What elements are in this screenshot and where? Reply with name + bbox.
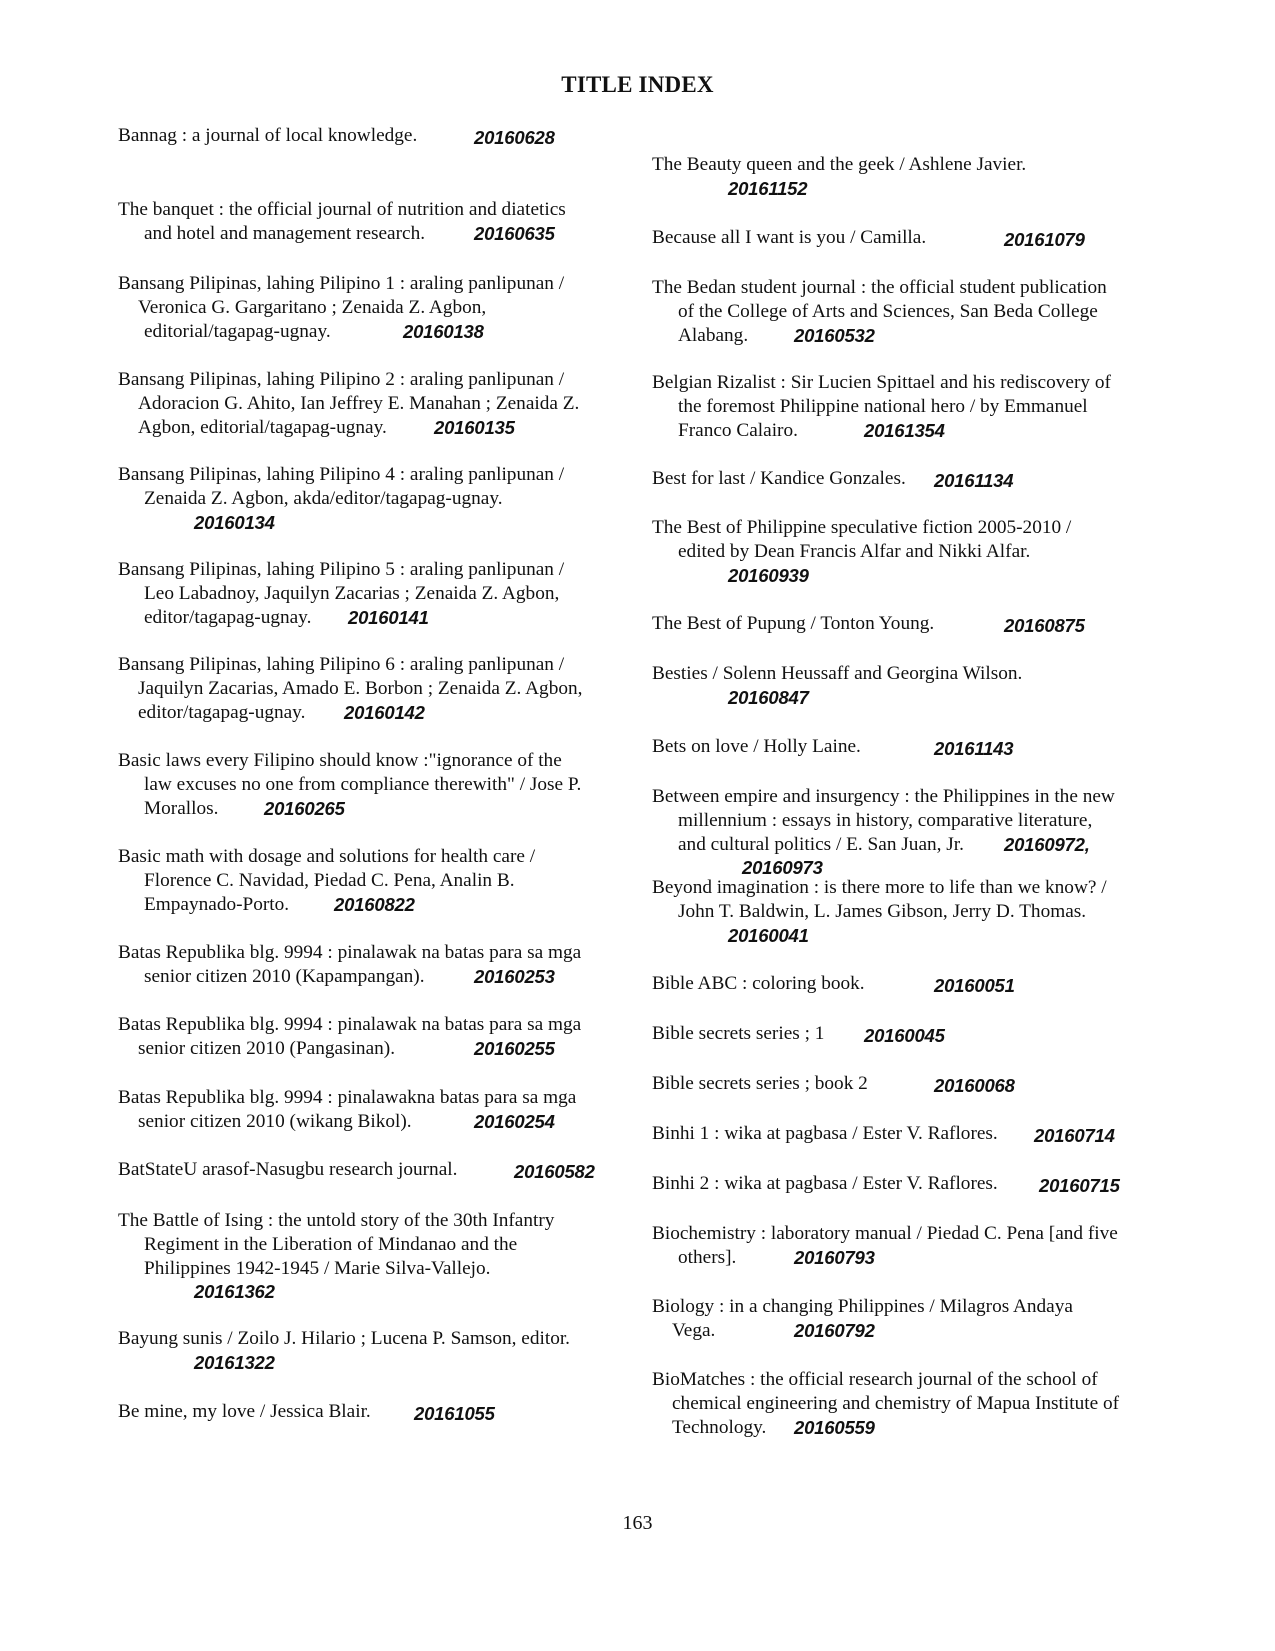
entry-title-line: chemical engineering and chemistry of Mapua Institute of bbox=[672, 1392, 1120, 1414]
entry-title-line: senior citizen 2010 (wikang Bikol). 20160254 bbox=[138, 1110, 555, 1132]
entry-title-line: Philippines 1942-1945 / Marie Silva-Vallejo. bbox=[144, 1257, 491, 1279]
entry-number: 20160135 bbox=[434, 416, 515, 438]
entry-title-line: Binhi 2 : wika at pagbasa / Ester V. Raflores. bbox=[652, 1173, 998, 1194]
index-entry bbox=[652, 153, 1172, 201]
entry-number: 20160792 bbox=[794, 1319, 875, 1341]
entry-title-line: Because all I want is you / Camilla. bbox=[652, 227, 927, 248]
entry-title-line: Biology : in a changing Philippines / Milagros Andaya bbox=[652, 1296, 1073, 1317]
entry-title-line: millennium : essays in history, comparative literature, bbox=[678, 809, 1093, 831]
entry-number: 20160142 bbox=[344, 701, 425, 723]
entry-number: 20160041 bbox=[728, 924, 809, 946]
index-entry bbox=[652, 1368, 1172, 1439]
index-entry bbox=[118, 941, 626, 989]
entry-title-line: Regiment in the Liberation of Mindanao and the bbox=[144, 1233, 518, 1255]
entry-number: 20161143 bbox=[934, 738, 1014, 759]
index-entry bbox=[652, 662, 1172, 710]
entry-title-line: Bible ABC : coloring book. bbox=[652, 973, 865, 994]
entry-number: 20160254 bbox=[474, 1110, 555, 1132]
entry-title-line: John T. Baldwin, L. James Gibson, Jerry D. Thomas. bbox=[678, 900, 1087, 922]
entry-title-line: Basic laws every Filipino should know :"ignorance of the bbox=[118, 750, 562, 771]
index-entry bbox=[652, 735, 1172, 759]
index-entry bbox=[118, 1086, 626, 1134]
index-entry bbox=[118, 1400, 626, 1424]
index-entry bbox=[652, 785, 1172, 880]
index-entry bbox=[652, 1122, 1172, 1146]
entry-number: 20160635 bbox=[474, 222, 555, 244]
entry-number: 20160714 bbox=[1034, 1125, 1115, 1146]
entry-title-line: Belgian Rizalist : Sir Lucien Spittael and his rediscovery of bbox=[652, 372, 1111, 393]
index-entry bbox=[118, 1013, 626, 1061]
entry-title-line: law excuses no one from compliance therewith" / Jose P. bbox=[144, 773, 582, 795]
entry-title-line: Basic math with dosage and solutions for health care / bbox=[118, 846, 536, 867]
entry-title-line: Bible secrets series ; book 2 bbox=[652, 1073, 868, 1094]
entry-title-line: Bansang Pilipinas, lahing Pilipino 5 : araling panlipunan / bbox=[118, 559, 565, 580]
entry-title-line: of the College of Arts and Sciences, San Beda College bbox=[678, 300, 1098, 322]
entry-title-line: Florence C. Navidad, Piedad C. Pena, Analin B. bbox=[144, 869, 515, 891]
index-entry bbox=[652, 1022, 1172, 1046]
entry-title-line: Bansang Pilipinas, lahing Pilipino 6 : araling panlipunan / bbox=[118, 654, 565, 675]
entry-title-line: Beyond imagination : is there more to life than we know? / bbox=[652, 877, 1107, 898]
entry-title-line: editor/tagapag-ugnay. 20160141 bbox=[144, 606, 429, 628]
entry-title-line: Bansang Pilipinas, lahing Pilipino 4 : araling panlipunan / bbox=[118, 464, 565, 485]
index-entry bbox=[652, 226, 1172, 250]
index-entry bbox=[652, 1295, 1172, 1343]
entry-title-line: Best for last / Kandice Gonzales. bbox=[652, 468, 906, 489]
index-entry bbox=[118, 653, 626, 724]
entry-number: 20160051 bbox=[934, 975, 1015, 996]
entry-number: 20161362 bbox=[194, 1281, 275, 1303]
index-entry bbox=[118, 198, 626, 246]
entry-number: 20160255 bbox=[474, 1037, 555, 1059]
entry-title-line: Jaquilyn Zacarias, Amado E. Borbon ; Zenaida Z. Agbon, bbox=[138, 677, 583, 699]
entry-title-line: Binhi 1 : wika at pagbasa / Ester V. Raflores. bbox=[652, 1123, 998, 1144]
index-entry bbox=[652, 371, 1172, 442]
entry-title-line: Between empire and insurgency : the Philippines in the new bbox=[652, 786, 1115, 807]
entry-title-line: and hotel and management research. 20160635 bbox=[144, 222, 555, 244]
entry-title-line: edited by Dean Francis Alfar and Nikki Alfar. bbox=[678, 540, 1031, 562]
index-entry bbox=[652, 276, 1172, 347]
entry-title-line: Bansang Pilipinas, lahing Pilipino 1 : araling panlipunan / bbox=[118, 273, 565, 294]
entry-title-line: Bannag : a journal of local knowledge. bbox=[118, 125, 418, 146]
index-entry bbox=[118, 558, 626, 629]
entry-title-line: Empaynado-Porto. 20160822 bbox=[144, 893, 415, 915]
entry-title-line: The Bedan student journal : the official student publication bbox=[652, 277, 1107, 298]
entry-title-line: The Beauty queen and the geek / Ashlene Javier. bbox=[652, 154, 1027, 175]
page-number: 163 bbox=[622, 1512, 653, 1534]
entry-number: 20161354 bbox=[864, 419, 945, 441]
entry-title-line: Adoracion G. Ahito, Ian Jeffrey E. Manahan ; Zenaida Z. bbox=[138, 392, 580, 414]
entry-number: 20160822 bbox=[334, 893, 415, 915]
entry-title-line: Agbon, editorial/tagapag-ugnay. 20160135 bbox=[138, 416, 515, 438]
entry-number: 20160582 bbox=[514, 1161, 595, 1182]
entry-title-line: BioMatches : the official research journal of the school of bbox=[652, 1369, 1098, 1390]
entry-title-line: The banquet : the official journal of nutrition and diatetics bbox=[118, 199, 566, 220]
entry-number: 20160253 bbox=[474, 965, 555, 987]
index-entry bbox=[652, 1072, 1172, 1096]
entry-number: 20160045 bbox=[864, 1025, 945, 1046]
entry-title-line: senior citizen 2010 (Pangasinan). 20160255 bbox=[138, 1037, 555, 1059]
index-entry bbox=[652, 516, 1172, 587]
entry-number: 20160265 bbox=[264, 797, 345, 819]
entry-number: 20160068 bbox=[934, 1075, 1015, 1096]
index-entry bbox=[118, 272, 626, 343]
entry-title-line: The Best of Pupung / Tonton Young. bbox=[652, 613, 935, 634]
entry-title-line: and cultural politics / E. San Juan, Jr. 20160972, bbox=[678, 833, 1090, 855]
entry-number: 20160715 bbox=[1039, 1175, 1120, 1196]
entry-title-line: Bayung sunis / Zoilo J. Hilario ; Lucena P. Samson, editor. bbox=[118, 1328, 571, 1349]
index-entry bbox=[652, 1222, 1172, 1270]
entry-title-line: Batas Republika blg. 9994 : pinalawakna batas para sa mga bbox=[118, 1087, 577, 1108]
entry-number: 20160141 bbox=[348, 606, 429, 628]
entry-number: 20161079 bbox=[1004, 229, 1085, 250]
index-entry bbox=[652, 612, 1172, 636]
entry-number: 20160134 bbox=[194, 511, 275, 533]
index-entry bbox=[118, 845, 626, 916]
entry-title-line: Be mine, my love / Jessica Blair. bbox=[118, 1401, 371, 1422]
entry-title-line: Bible secrets series ; 1 bbox=[652, 1023, 825, 1044]
index-entry bbox=[118, 463, 626, 534]
entry-title-line: editorial/tagapag-ugnay. 20160138 bbox=[144, 320, 484, 342]
page-title: TITLE INDEX bbox=[561, 72, 714, 97]
index-entry bbox=[118, 368, 626, 439]
entry-title-line: the foremost Philippine national hero / by Emmanuel bbox=[678, 395, 1088, 417]
entry-title-line: Biochemistry : laboratory manual / Piedad C. Pena [and five bbox=[652, 1223, 1118, 1244]
entry-title-line: Bansang Pilipinas, lahing Pilipino 2 : araling panlipunan / bbox=[118, 369, 565, 390]
entry-title-line: Vega. 20160792 bbox=[672, 1319, 875, 1341]
index-entry bbox=[118, 1209, 626, 1304]
index-entry bbox=[652, 972, 1172, 996]
entry-number: 20161152 bbox=[728, 177, 808, 199]
entry-title-line: senior citizen 2010 (Kapampangan). 20160253 bbox=[144, 965, 555, 987]
index-entry bbox=[118, 1158, 626, 1182]
entry-title-line: Morallos. 20160265 bbox=[144, 797, 345, 819]
entry-number: 20160939 bbox=[728, 564, 809, 586]
entry-title-line: Technology. 20160559 bbox=[672, 1416, 875, 1438]
entry-title-line: BatStateU arasof-Nasugbu research journal. bbox=[118, 1159, 458, 1180]
index-entry bbox=[118, 124, 626, 148]
entry-number: 20161322 bbox=[194, 1351, 275, 1373]
entry-number: 20160973 bbox=[742, 857, 823, 879]
index-entry bbox=[652, 1172, 1172, 1196]
entry-title-line: Franco Calairo. 20161354 bbox=[678, 419, 945, 441]
entry-title-line: others]. 20160793 bbox=[678, 1246, 875, 1268]
entry-title-line: The Battle of Ising : the untold story of the 30th Infantry bbox=[118, 1210, 555, 1231]
entry-title-line: Bets on love / Holly Laine. bbox=[652, 736, 861, 757]
index-entry bbox=[652, 876, 1172, 947]
entry-title-line: Alabang. 20160532 bbox=[678, 324, 875, 346]
entry-title-line: Batas Republika blg. 9994 : pinalawak na batas para sa mga bbox=[118, 1014, 582, 1035]
entry-title-line: Veronica G. Gargaritano ; Zenaida Z. Agbon, bbox=[138, 296, 487, 318]
entry-title-line: editor/tagapag-ugnay. 20160142 bbox=[138, 701, 425, 723]
entry-title-line: Besties / Solenn Heussaff and Georgina Wilson. bbox=[652, 663, 1023, 684]
entry-number: 20160875 bbox=[1004, 615, 1085, 636]
entry-number: 20160972, bbox=[1004, 833, 1090, 855]
entry-number: 20160138 bbox=[403, 320, 484, 342]
index-entry bbox=[652, 467, 1172, 491]
entry-title-line: Leo Labadnoy, Jaquilyn Zacarias ; Zenaida Z. Agbon, bbox=[144, 582, 560, 604]
entry-number: 20160559 bbox=[794, 1416, 875, 1438]
entry-number: 20160793 bbox=[794, 1246, 875, 1268]
entry-number: 20160628 bbox=[474, 127, 555, 148]
index-entry bbox=[118, 749, 626, 820]
entry-number: 20161055 bbox=[414, 1403, 495, 1424]
entry-number: 20160847 bbox=[728, 686, 809, 708]
entry-title-line: Zenaida Z. Agbon, akda/editor/tagapag-ugnay. bbox=[144, 487, 503, 509]
entry-title-line: Batas Republika blg. 9994 : pinalawak na batas para sa mga bbox=[118, 942, 582, 963]
index-entry bbox=[118, 1327, 626, 1375]
entry-number: 20160532 bbox=[794, 324, 875, 346]
entry-number: 20161134 bbox=[934, 470, 1014, 491]
entry-title-line: The Best of Philippine speculative fiction 2005-2010 / bbox=[652, 517, 1072, 538]
